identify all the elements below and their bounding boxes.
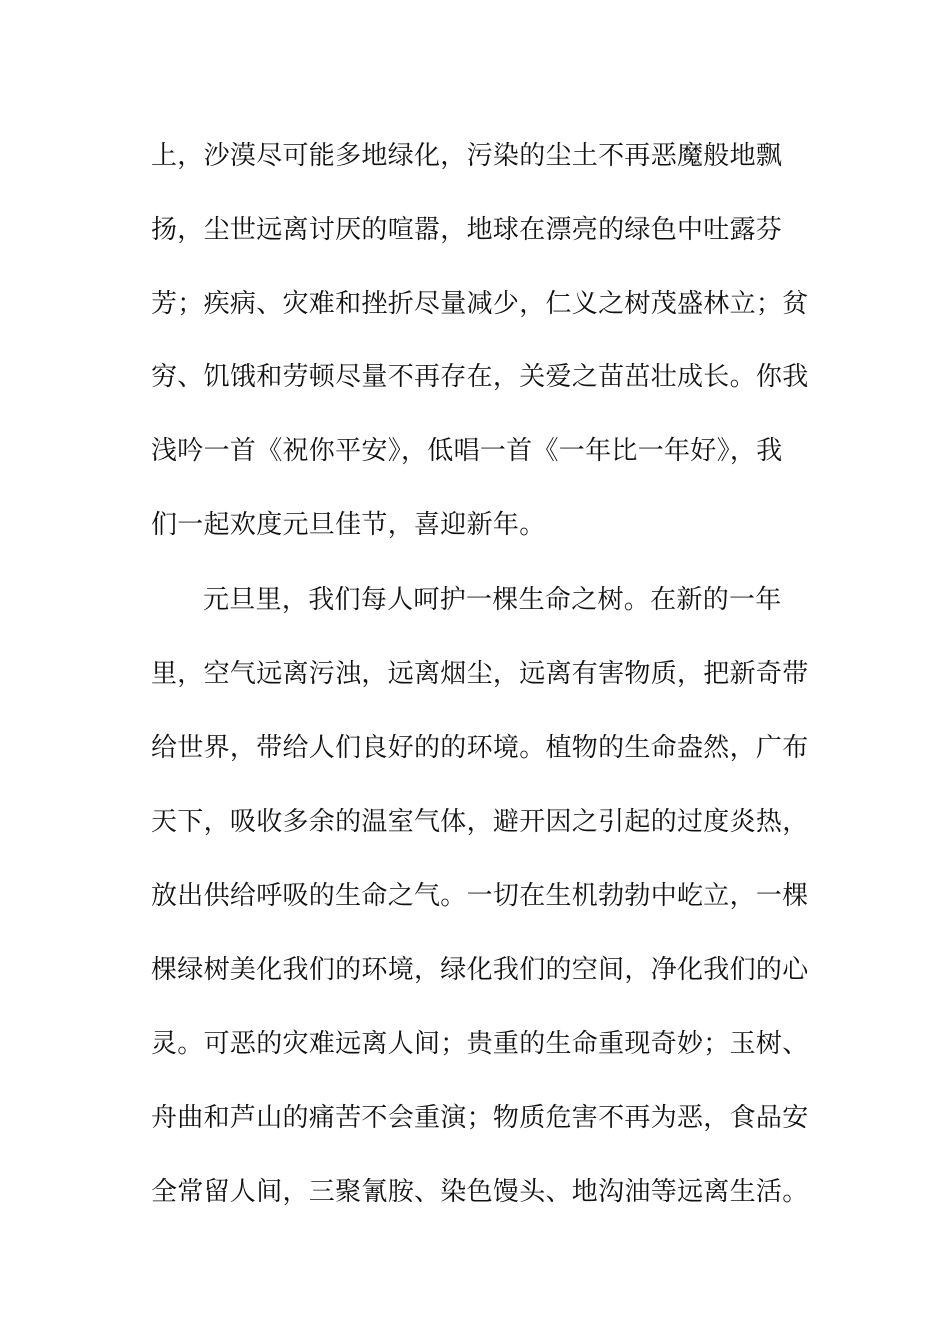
text-line: 扬，尘世远离讨厌的喧嚣，地球在漂亮的绿色中吐露芬 — [151, 215, 783, 245]
text-line: 穷、饥饿和劳顿尽量不再存在，关爱之苗茁壮成长。你我 — [151, 362, 809, 392]
text-line: 放出供给呼吸的生命之气。一切在生机勃勃中屹立，一棵 — [151, 881, 809, 911]
text-line: 们一起欢度元旦佳节，喜迎新年。 — [151, 510, 546, 540]
text-line: 全常留人间，三聚氰胺、染色馒头、地沟油等远离生活。 — [151, 1177, 809, 1207]
text-line: 里，空气远离污浊，远离烟尘，远离有害物质，把新奇带 — [151, 659, 809, 689]
text-line: 棵绿树美化我们的环境，绿化我们的空间，净化我们的心 — [151, 955, 809, 985]
text-line: 芳；疾病、灾难和挫折尽量减少，仁义之树茂盛林立；贫 — [151, 289, 809, 319]
text-line: 上，沙漠尽可能多地绿化，污染的尘土不再恶魔般地飘 — [151, 141, 783, 171]
text-line: 浅吟一首《祝你平安》，低唱一首《一年比一年好》，我 — [151, 436, 783, 466]
text-line: 天下，吸收多余的温室气体，避开因之引起的过度炎热， — [151, 807, 809, 837]
text-line: 元旦里，我们每人呵护一棵生命之树。在新的一年 — [203, 585, 782, 615]
text-line: 舟曲和芦山的痛苦不会重演；物质危害不再为恶，食品安 — [151, 1103, 809, 1133]
text-line: 给世界，带给人们良好的的环境。植物的生命盎然，广布 — [151, 733, 809, 763]
text-line: 灵。可恶的灾难远离人间；贵重的生命重现奇妙；玉树、 — [151, 1029, 809, 1059]
